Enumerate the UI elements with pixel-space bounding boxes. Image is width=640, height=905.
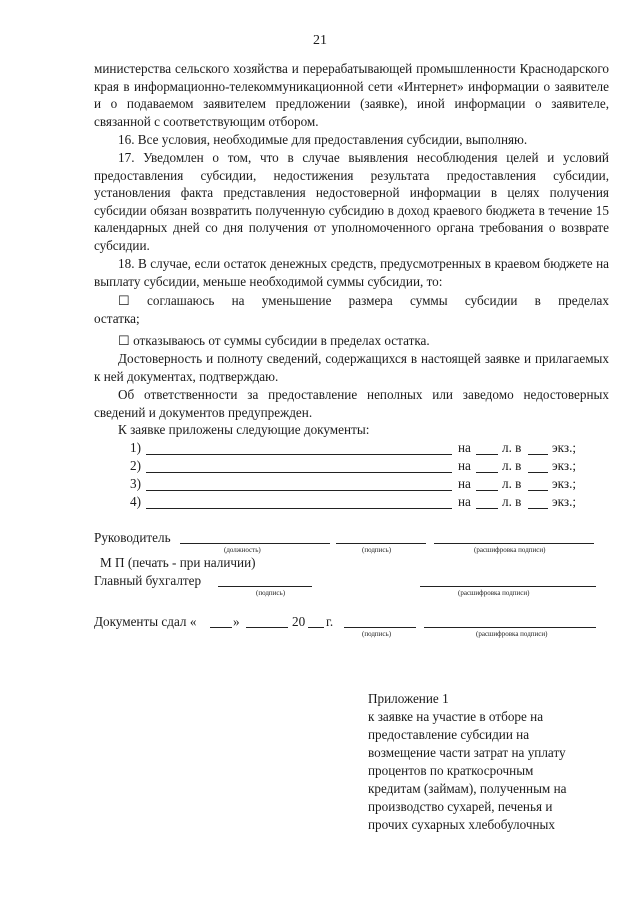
paragraph-confirm: Достоверность и полноту сведений, содержащихся в настоящей заявке и прилагаемых к ней документах, подтверждаю. [94, 351, 609, 384]
docs-submitted-label: Документы сдал « [94, 614, 197, 629]
caption-decoding: (расшифровка подписи) [458, 589, 530, 597]
docs-year-prefix: 20 [292, 614, 306, 629]
accountant-signature-field[interactable] [218, 586, 312, 587]
caption-signature: (подпись) [362, 546, 392, 554]
docs-month-field[interactable] [246, 627, 288, 628]
copies-prefix: л. в [502, 440, 522, 455]
paragraph-18: 18. В случае, если остаток денежных средств, предусмотренных в краевом бюджете на выплату субсидии, меньше необходимой суммы субсидии, то: [94, 256, 609, 289]
pages-count-field[interactable] [476, 508, 498, 509]
caption-decoding: (расшифровка подписи) [476, 630, 548, 638]
docs-year-suffix: г. [326, 614, 334, 629]
pages-prefix: на [458, 458, 471, 473]
paragraph-publication-consent: министерства сельского хозяйства и перерабатывающей промышленности Краснодарского края в информационно-телекоммуникационной сети «Интернет» информации о заявителе и о подаваемом заявителем предложении (заявке), иной информации о заявителе, связанной с соответствующим отбором. [94, 61, 609, 129]
option-agree-reduce-cont: остатка; [94, 311, 140, 326]
head-position-field[interactable] [180, 543, 330, 544]
accountant-decoding-field[interactable] [420, 586, 596, 587]
docs-day-field[interactable] [210, 627, 232, 628]
copies-count-field[interactable] [528, 508, 548, 509]
appendix-line: прочих сухарных хлебобулочных [368, 817, 555, 832]
caption-decoding: (расшифровка подписи) [474, 546, 546, 554]
head-signature-field[interactable] [336, 543, 426, 544]
head-decoding-field[interactable] [434, 543, 594, 544]
copies-suffix: экз.; [552, 440, 577, 455]
pages-prefix: на [458, 476, 471, 491]
document-number: 2) [130, 458, 141, 473]
appendix-line: к заявке на участие в отборе на [368, 709, 544, 724]
document-title-field[interactable] [146, 454, 452, 455]
option-refuse[interactable]: ☐ отказываюсь от суммы субсидии в пределах остатка. [118, 333, 430, 348]
caption-position: (должность) [224, 546, 261, 554]
paragraph-responsibility: Об ответственности за предоставление неполных или заведомо недостоверных сведений и документов предупрежден. [94, 387, 609, 420]
pages-prefix: на [458, 494, 471, 509]
paragraph-16: 16. Все условия, необходимые для предоставления субсидии, выполняю. [118, 132, 528, 147]
pages-count-field[interactable] [476, 490, 498, 491]
appendix-line: предоставление субсидии на [368, 727, 530, 742]
document-row [130, 476, 610, 493]
caption-signature: (подпись) [256, 589, 286, 597]
caption-signature: (подпись) [362, 630, 392, 638]
document-number: 4) [130, 494, 141, 509]
accountant-label: Главный бухгалтер [94, 573, 202, 588]
copies-count-field[interactable] [528, 490, 548, 491]
option-agree-reduce-line[interactable]: ☐ соглашаюсь на уменьшение размера суммы субсидии в пределах [118, 293, 609, 308]
copies-suffix: экз.; [552, 494, 577, 509]
pages-prefix: на [458, 440, 471, 455]
paragraph-attached-docs: К заявке приложены следующие документы: [118, 422, 370, 437]
docs-signature-field[interactable] [344, 627, 416, 628]
copies-count-field[interactable] [528, 472, 548, 473]
document-title-field[interactable] [146, 490, 452, 491]
document-row [130, 458, 610, 475]
document-row [130, 440, 610, 457]
pages-count-field[interactable] [476, 454, 498, 455]
pages-count-field[interactable] [476, 472, 498, 473]
page-number: 21 [313, 33, 327, 48]
appendix-line: кредитам (займам), полученным на [368, 781, 567, 796]
stamp-label: М П (печать - при наличии) [100, 555, 256, 570]
document-title-field[interactable] [146, 508, 452, 509]
copies-prefix: л. в [502, 458, 522, 473]
appendix-title: Приложение 1 [368, 691, 449, 706]
copies-count-field[interactable] [528, 454, 548, 455]
document-row [130, 494, 610, 511]
document-number: 1) [130, 440, 141, 455]
docs-decoding-field[interactable] [424, 627, 596, 628]
document-title-field[interactable] [146, 472, 452, 473]
copies-suffix: экз.; [552, 476, 577, 491]
docs-year-field[interactable] [308, 627, 324, 628]
appendix-line: процентов по краткосрочным [368, 763, 534, 778]
docs-quote-close: » [233, 614, 240, 629]
appendix-line: производство сухарей, печенья и [368, 799, 553, 814]
copies-prefix: л. в [502, 476, 522, 491]
appendix-line: возмещение части затрат на уплату [368, 745, 566, 760]
paragraph-17: 17. Уведомлен о том, что в случае выявления несоблюдения целей и условий предоставления субсидии, недостижения результата предоставления субсидии, установления факта представления недостоверной информации в целях получения субсидии обязан возвратить полученную субсидию в доход краевого бюджета в течение 15 календарных дней со дня получения от уполномоченного органа требования о возврате субсидии. [94, 150, 609, 253]
document-number: 3) [130, 476, 141, 491]
head-label: Руководитель [94, 530, 171, 545]
copies-prefix: л. в [502, 494, 522, 509]
copies-suffix: экз.; [552, 458, 577, 473]
